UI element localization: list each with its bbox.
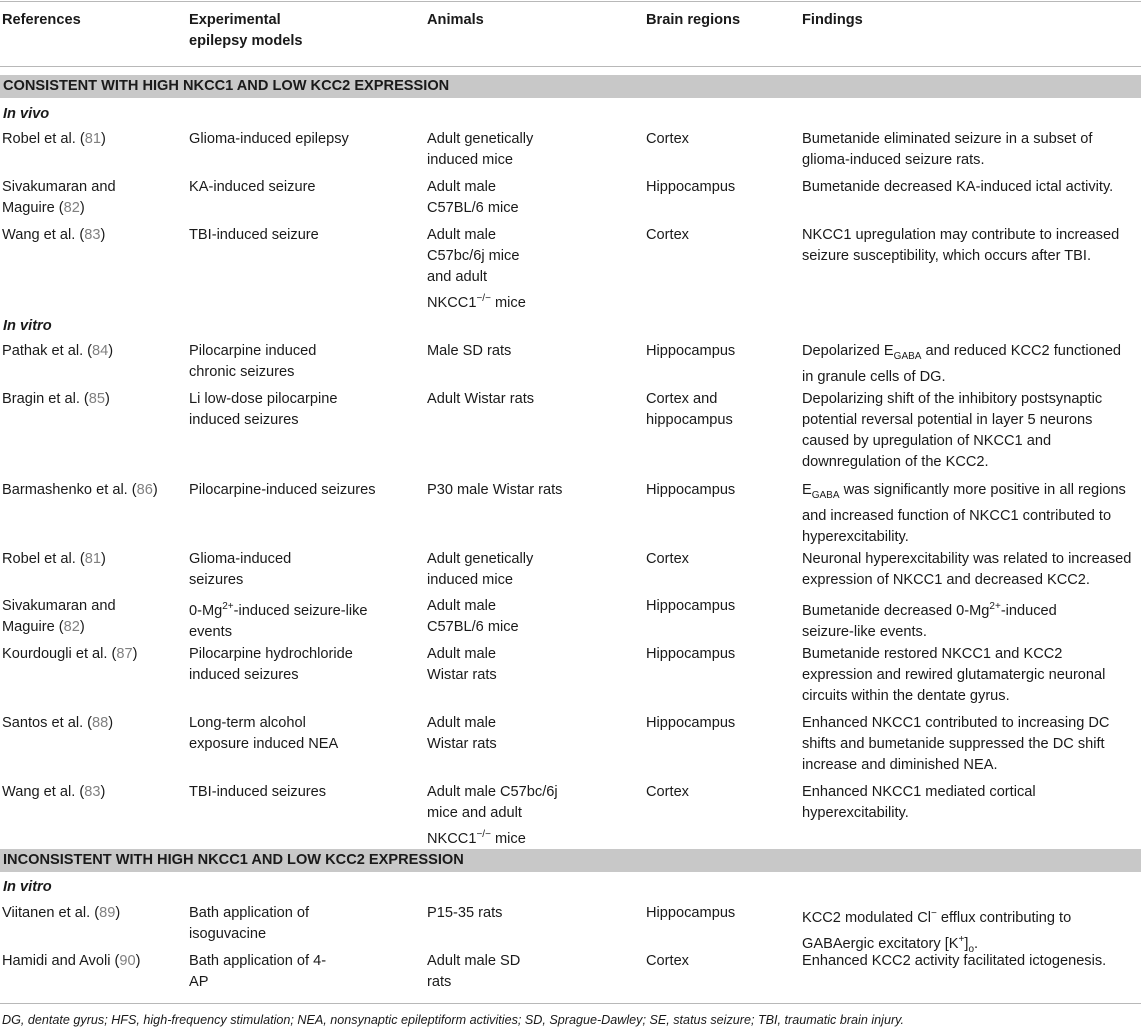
- model-cell: Pilocarpine hydrochloride induced seizures: [189, 646, 353, 683]
- region-cell: Hippocampus: [646, 715, 736, 731]
- model-cell: KA-induced seizure: [189, 179, 316, 195]
- model-cell: TBI-induced seizures: [189, 784, 327, 800]
- findings-line: and increased function of NKCC1 contributed to: [802, 507, 1112, 524]
- findings-cell: Bumetanide eliminated seizure in a subset of glioma-induced seizure rats.: [802, 131, 1093, 168]
- model-cell: Pilocarpine induced chronic seizures: [189, 343, 317, 380]
- header-regions: Brain regions: [646, 12, 741, 28]
- region-cell: Cortex: [646, 953, 689, 969]
- header-references: References: [2, 12, 81, 28]
- animals-line: and adult: [427, 269, 488, 285]
- reference-link[interactable]: 85: [88, 391, 106, 407]
- reference-cell: Sivakumaran and Maguire (82): [2, 598, 116, 635]
- animals-line: mice and adult: [427, 805, 522, 821]
- findings-cell: Enhanced KCC2 activity facilitated ictogenesis.: [802, 953, 1107, 969]
- model-cell: TBI-induced seizure: [189, 227, 319, 243]
- header-findings: Findings: [802, 12, 863, 28]
- model-cell: Long-term alcohol exposure induced NEA: [189, 715, 339, 752]
- animals-cell: [427, 225, 557, 314]
- model-cell: Glioma-induced epilepsy: [189, 131, 349, 147]
- animals-cell: Adult male Wistar rats: [427, 646, 497, 683]
- reference-link[interactable]: 86: [136, 482, 153, 498]
- animals-line: C57bc/6j mice: [427, 248, 520, 264]
- animals-cell: [427, 782, 637, 850]
- reference-link[interactable]: 89: [99, 905, 116, 921]
- animals-cell: Adult male SD rats: [427, 953, 521, 990]
- findings-line: hyperexcitability.: [802, 528, 909, 545]
- findings-cell: Depolarizing shift of the inhibitory postsynaptic potential reversal potential in layer 5 neurons caused by upregulation of NKCC1 and downregulation of the KCC2.: [802, 391, 1103, 470]
- reference-link[interactable]: 82: [63, 200, 80, 216]
- region-cell: Cortex: [646, 784, 689, 800]
- reference-link[interactable]: 88: [92, 715, 109, 731]
- header-models: Experimental epilepsy models: [189, 12, 303, 49]
- region-cell: Hippocampus: [646, 646, 736, 662]
- reference-cell: Wang et al. (83): [2, 784, 106, 800]
- table-footnote: DG, dentate gyrus; HFS, high-frequency stimulation; NEA, nonsynaptic epileptiform activities; SD, Sprague-Dawley; SE, status seizure; TBI, traumatic brain injury.: [2, 1013, 904, 1027]
- section-band-inconsistent: [0, 849, 1141, 872]
- region-cell: Cortex: [646, 551, 689, 567]
- animals-cell: Adult Wistar rats: [427, 391, 535, 407]
- subsection-in-vitro: In vitro: [3, 318, 52, 334]
- model-line: events: [189, 623, 232, 640]
- region-cell: Hippocampus: [646, 343, 736, 359]
- animals-cell: P30 male Wistar rats: [427, 482, 563, 498]
- model-line: $0-Mg^{2+}$-induced seizure-like: [189, 601, 368, 619]
- reference-link[interactable]: 90: [119, 953, 136, 969]
- findings-line: Bumetanide decreased $0-Mg^{2+}$-induced: [802, 601, 1057, 619]
- findings-line: in granule cells of DG.: [802, 368, 946, 385]
- reference-cell: Robel et al. (81): [2, 551, 106, 567]
- animals-cell: Adult genetically induced mice: [427, 551, 534, 588]
- reference-link[interactable]: 84: [92, 343, 109, 359]
- findings-cell: [802, 480, 1140, 548]
- region-cell: Cortex: [646, 227, 689, 243]
- animals-line: Adult male C57bc/6j: [427, 784, 558, 800]
- reference-cell: Viitanen et al. (89): [2, 905, 121, 921]
- animals-cell: Adult male C57BL/6 mice: [427, 598, 519, 635]
- findings-cell: [802, 341, 1140, 388]
- findings-line: Depolarized $E_{GABA}$ and reduced KCC2 functioned: [802, 343, 1122, 362]
- region-cell: Cortex and hippocampus: [646, 391, 733, 428]
- reference-link[interactable]: 87: [116, 646, 133, 662]
- findings-line: GABAergic excitatory $[K^+]_o$.: [802, 933, 979, 955]
- reference-link[interactable]: 81: [84, 131, 101, 147]
- findings-cell: Bumetanide decreased KA-induced ictal activity.: [802, 179, 1114, 195]
- findings-line: seizure-like events.: [802, 623, 927, 640]
- table-header-rule: [0, 66, 1141, 67]
- section-title-consistent: CONSISTENT WITH HIGH NKCC1 AND LOW KCC2 EXPRESSION: [3, 78, 450, 94]
- findings-cell: Enhanced NKCC1 contributed to increasing DC shifts and bumetanide suppressed the DC shift increase and diminished NEA.: [802, 715, 1110, 773]
- region-cell: Hippocampus: [646, 598, 736, 614]
- findings-cell: Neuronal hyperexcitability was related to increased expression of NKCC1 and decreased KCC2.: [802, 551, 1132, 588]
- reference-cell: Pathak et al. (84): [2, 343, 114, 359]
- findings-line: $E_{GABA}$ was significantly more positive in all regions: [802, 482, 1126, 501]
- animals-cell: P15-35 rats: [427, 905, 503, 921]
- reference-cell: Kourdougli et al. (87): [2, 646, 138, 662]
- reference-link[interactable]: 82: [63, 619, 80, 635]
- findings-line: KCC2 modulated Cl− efflux contributing to: [802, 908, 1072, 926]
- model-cell: Bath application of 4-AP: [189, 953, 327, 990]
- model-cell: Bath application of isoguvacine: [189, 905, 310, 942]
- reference-link[interactable]: 83: [84, 227, 101, 243]
- animals-cell: Male SD rats: [427, 343, 512, 359]
- reference-link[interactable]: 83: [84, 784, 101, 800]
- subsection-in-vivo: In vivo: [3, 106, 50, 122]
- section-title-inconsistent: INCONSISTENT WITH HIGH NKCC1 AND LOW KCC2 EXPRESSION: [3, 852, 464, 868]
- animals-line: NKCC1−/− mice: [427, 293, 526, 311]
- region-cell: Hippocampus: [646, 482, 736, 498]
- model-cell: [189, 596, 414, 643]
- reference-cell: Barmashenko et al. (86): [2, 482, 158, 498]
- reference-cell: Robel et al. (81): [2, 131, 106, 147]
- animals-line: Adult male: [427, 227, 496, 243]
- reference-cell: Santos et al. (88): [2, 715, 114, 731]
- findings-cell: [802, 596, 1140, 643]
- region-cell: Cortex: [646, 131, 689, 147]
- model-cell: Pilocarpine-induced seizures: [189, 482, 376, 498]
- animals-cell: Adult male Wistar rats: [427, 715, 497, 752]
- animals-cell: Adult male C57BL/6 mice: [427, 179, 519, 216]
- header-animals: Animals: [427, 12, 484, 28]
- findings-cell: NKCC1 upregulation may contribute to increased seizure susceptibility, which occurs after TBI.: [802, 227, 1120, 264]
- model-cell: Glioma-induced seizures: [189, 551, 292, 588]
- findings-cell: Enhanced NKCC1 mediated cortical hyperexcitability.: [802, 784, 1036, 821]
- reference-link[interactable]: 81: [84, 551, 101, 567]
- table-top-rule: [0, 1, 1141, 2]
- findings-cell: Bumetanide restored NKCC1 and KCC2 expression and rewired glutamatergic neuronal circuits within the dentate gyrus.: [802, 646, 1106, 704]
- subsection-in-vitro: In vitro: [3, 879, 52, 895]
- table-bottom-rule: [0, 1003, 1141, 1004]
- reference-cell: Sivakumaran and Maguire (82): [2, 179, 116, 216]
- reference-cell: Wang et al. (83): [2, 227, 106, 243]
- model-cell: Li low-dose pilocarpine induced seizures: [189, 391, 338, 428]
- section-band-consistent: [0, 75, 1141, 98]
- reference-cell: Hamidi and Avoli (90): [2, 953, 141, 969]
- region-cell: Hippocampus: [646, 179, 736, 195]
- reference-cell: Bragin et al. (85): [2, 391, 110, 407]
- animals-line: NKCC1−/− mice: [427, 829, 526, 847]
- region-cell: Hippocampus: [646, 905, 736, 921]
- animals-cell: Adult genetically induced mice: [427, 131, 534, 168]
